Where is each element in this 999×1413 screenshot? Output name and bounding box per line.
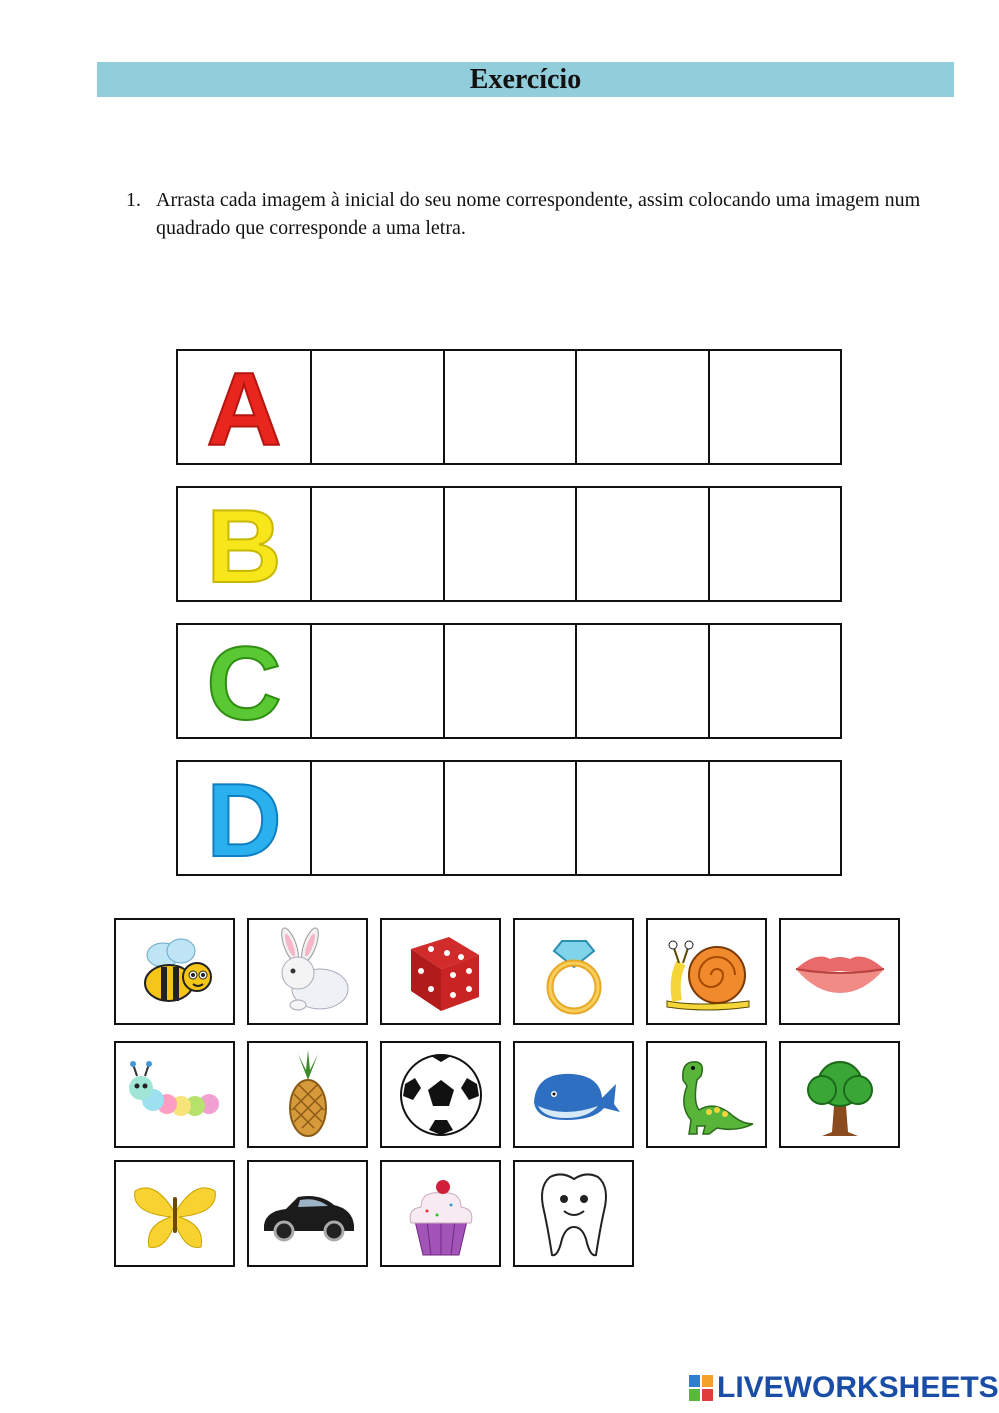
instruction-number: 1. bbox=[126, 189, 141, 211]
title-bar bbox=[97, 62, 954, 97]
pineapple-icon bbox=[258, 1050, 358, 1140]
tile-whale[interactable] bbox=[513, 1041, 634, 1148]
letter-d-glyph: D bbox=[206, 768, 282, 868]
drop-slot[interactable] bbox=[708, 625, 840, 737]
tile-tree[interactable] bbox=[779, 1041, 900, 1148]
drop-slot[interactable] bbox=[443, 351, 575, 463]
whale-icon bbox=[524, 1050, 624, 1140]
snail-icon bbox=[657, 927, 757, 1017]
brand-footer bbox=[689, 1370, 999, 1406]
tile-rabbit[interactable] bbox=[247, 918, 368, 1025]
bee-icon bbox=[125, 927, 225, 1017]
instruction bbox=[126, 186, 946, 242]
tile-bee[interactable] bbox=[114, 918, 235, 1025]
caterpillar-icon bbox=[125, 1050, 225, 1140]
drop-slot[interactable] bbox=[708, 351, 840, 463]
drop-slot[interactable] bbox=[310, 488, 442, 600]
letter-row-d bbox=[176, 760, 842, 876]
drop-slot[interactable] bbox=[443, 762, 575, 874]
rabbit-icon bbox=[258, 927, 358, 1017]
instruction-text: Arrasta cada imagem à inicial do seu nome correspondente, assim colocando uma imagem num quadrado que corresponde a uma letra. bbox=[156, 189, 921, 239]
drop-slot[interactable] bbox=[310, 351, 442, 463]
letter-row-c bbox=[176, 623, 842, 739]
letter-d-icon bbox=[189, 768, 299, 868]
tile-car[interactable] bbox=[247, 1160, 368, 1267]
tooth-icon bbox=[524, 1169, 624, 1259]
tile-tooth[interactable] bbox=[513, 1160, 634, 1267]
drop-slot[interactable] bbox=[443, 488, 575, 600]
letter-b-glyph: B bbox=[206, 494, 282, 594]
drop-slot[interactable] bbox=[708, 488, 840, 600]
letter-cell-b bbox=[178, 488, 310, 600]
drop-slot[interactable] bbox=[575, 762, 707, 874]
letter-cell-d bbox=[178, 762, 310, 874]
liveworksheets-logo-icon bbox=[689, 1375, 713, 1401]
letter-a-icon bbox=[189, 357, 299, 457]
drop-slot[interactable] bbox=[310, 625, 442, 737]
tile-soccer-ball[interactable] bbox=[380, 1041, 501, 1148]
letter-a-glyph: A bbox=[206, 357, 282, 457]
tile-dice[interactable] bbox=[380, 918, 501, 1025]
letter-cell-c bbox=[178, 625, 310, 737]
lips-icon bbox=[790, 927, 890, 1017]
tile-caterpillar[interactable] bbox=[114, 1041, 235, 1148]
tile-butterfly[interactable] bbox=[114, 1160, 235, 1267]
tile-snail[interactable] bbox=[646, 918, 767, 1025]
tile-ring[interactable] bbox=[513, 918, 634, 1025]
tile-pineapple[interactable] bbox=[247, 1041, 368, 1148]
tree-icon bbox=[790, 1050, 890, 1140]
brand-name: LIVEWORKSHEETS bbox=[717, 1371, 999, 1404]
tile-lips[interactable] bbox=[779, 918, 900, 1025]
drop-slot[interactable] bbox=[708, 762, 840, 874]
letter-row-a bbox=[176, 349, 842, 465]
drop-slot[interactable] bbox=[443, 625, 575, 737]
ring-icon bbox=[524, 927, 624, 1017]
drop-slot[interactable] bbox=[575, 351, 707, 463]
tile-dinosaur[interactable] bbox=[646, 1041, 767, 1148]
drop-slot[interactable] bbox=[310, 762, 442, 874]
dice-icon bbox=[391, 927, 491, 1017]
letter-c-glyph: C bbox=[206, 631, 282, 731]
drop-slot[interactable] bbox=[575, 625, 707, 737]
page-title: Exercício bbox=[469, 64, 582, 95]
soccer-ball-icon bbox=[391, 1050, 491, 1140]
letter-row-b bbox=[176, 486, 842, 602]
dinosaur-icon bbox=[657, 1050, 757, 1140]
butterfly-icon bbox=[125, 1169, 225, 1259]
letter-b-icon bbox=[189, 494, 299, 594]
tile-cupcake[interactable] bbox=[380, 1160, 501, 1267]
letter-cell-a bbox=[178, 351, 310, 463]
drop-slot[interactable] bbox=[575, 488, 707, 600]
car-icon bbox=[258, 1169, 358, 1259]
letter-c-icon bbox=[189, 631, 299, 731]
cupcake-icon bbox=[391, 1169, 491, 1259]
